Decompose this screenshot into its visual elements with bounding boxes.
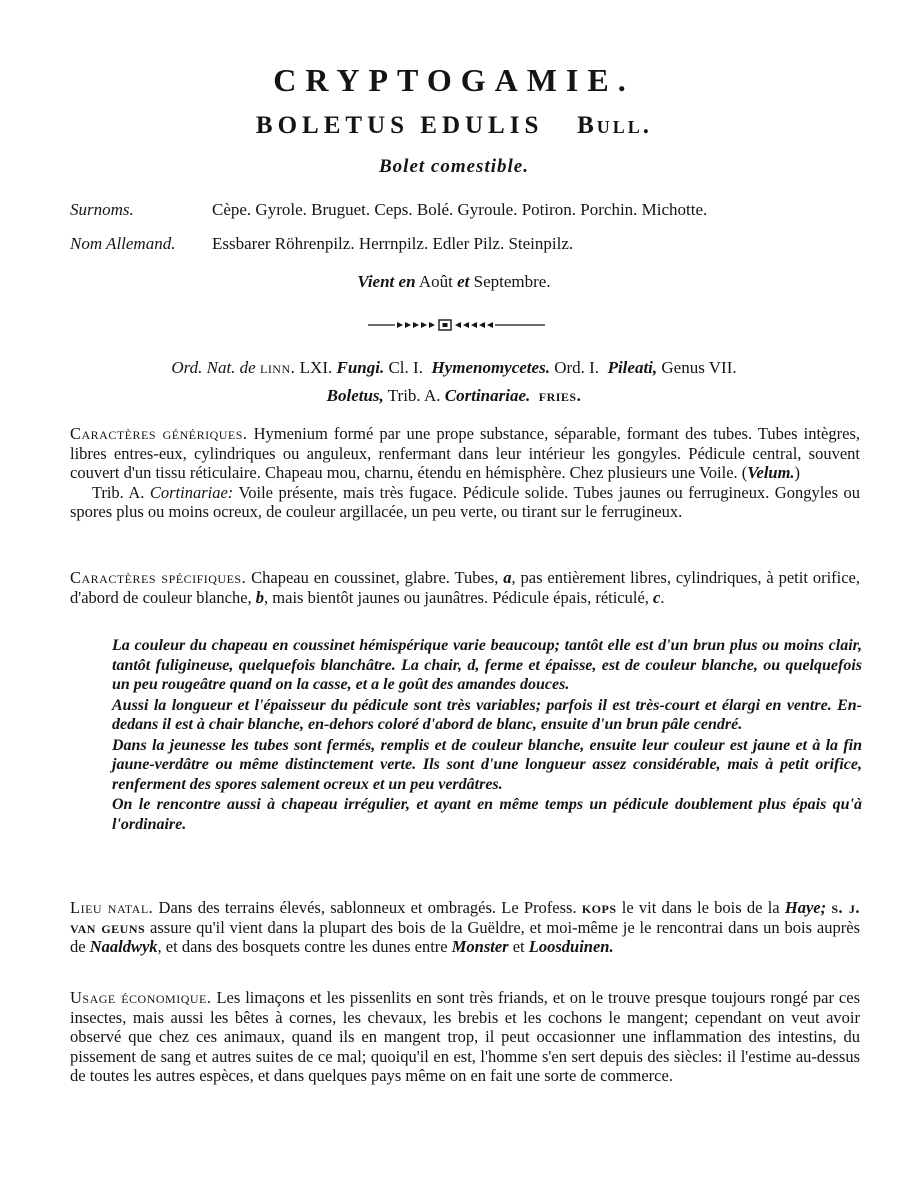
species-heading bbox=[0, 112, 908, 140]
habitat-et: et bbox=[512, 937, 525, 956]
german-name-label: Nom Allemand. bbox=[70, 234, 176, 253]
generic-characters-text: Hymenium formé par une prope substance, séparable, formant des tubes. Tubes intègres, libres entres-eux, cylindriques ou anguleux, renfermant dans leur intérieur les gongyles. Pédicule central, souvent couvert d'un tissu réticulaire. Chapeau mou, charnu, étendu en hémisphère. Chez plusieurs une Voile. ( bbox=[70, 424, 860, 482]
classification-line-2 bbox=[0, 386, 908, 406]
specific-text-2: , pas entièrement libres, cylindriques, à petit orifice, d'abord de couleur blanche, bbox=[70, 568, 861, 607]
usage-heading: Usage économique. bbox=[70, 988, 212, 1007]
generic-characters-heading: Caractères génériques. bbox=[70, 424, 248, 443]
tribe-label: Trib. A. bbox=[91, 482, 145, 502]
place-naaldwyk: Naaldwyk bbox=[89, 937, 158, 956]
season-word-en: en bbox=[398, 272, 416, 291]
classification-fries: fries. bbox=[538, 386, 582, 405]
observations-block bbox=[112, 636, 862, 834]
surnoms-label: Surnoms. bbox=[70, 200, 134, 219]
common-name: Bolet comestible. bbox=[379, 156, 529, 177]
classification-boletus: Boletus, bbox=[326, 386, 384, 405]
person-van-geuns: s. j. van geuns bbox=[70, 898, 860, 937]
classification-genus: Genus VII. bbox=[661, 358, 737, 377]
classification-ord-nat: Ord. Nat. de bbox=[171, 358, 256, 377]
ornament-divider bbox=[0, 318, 908, 332]
surnoms-text: Cèpe. Gyrole. Bruguet. Ceps. Bolé. Gyroule. Potiron. Porchin. Michotte. bbox=[212, 200, 708, 219]
page-title: CRYPTOGAMIE. bbox=[273, 62, 635, 98]
place-haye: Haye; bbox=[784, 898, 827, 917]
place-loosduinen: Loosduinen. bbox=[528, 937, 614, 956]
classification-number: LXI. bbox=[299, 358, 333, 377]
generic-characters-close: ) bbox=[794, 463, 801, 482]
tribe-text: Voile présente, mais très fugace. Pédicule solide. Tubes jaunes ou ferrugineux. Gongyles ou spores plus ou moins ocreux, de couleur argillacée, un peu verte, ou tirant sur le ferrugineux. bbox=[70, 482, 861, 521]
species-name: BOLETUS EDULIS bbox=[255, 112, 544, 139]
classification-order: Ord. I. bbox=[554, 358, 600, 377]
figure-ref-b: b bbox=[255, 587, 265, 607]
observation-paragraph: Aussi la longueur et l'épaisseur du pédicule sont très variables; parfois il est très-court et élargi en ventre. En-dedans il est à chair blanche, en-dehors coloré d'abord de blanc, ensuite d'un brun pâle cendré. bbox=[112, 696, 862, 733]
german-name-text: Essbarer Röhrenpilz. Herrnpilz. Edler Pilz. Steinpilz. bbox=[212, 234, 574, 253]
person-kops: kops bbox=[581, 898, 617, 917]
species-author: Bull. bbox=[577, 112, 653, 139]
observation-paragraph: La couleur du chapeau en coussinet hémispérique varie beaucoup; tantôt elle est d'un brun plus ou moins clair, tantôt fuligineuse, quelquefois blanchâtre. La chair, d, ferme et épaisse, est de couleur blanche, ou quelquefois un peu rougeâtre quand on la casse, et a le goût des amandes douces. bbox=[112, 637, 862, 693]
tribe-name: Cortinariae: bbox=[149, 482, 234, 502]
observation-paragraph: On le rencontre aussi à chapeau irrégulier, et ayant en même temps un pédicule doublement plus épais qu'à l'ordinaire. bbox=[112, 796, 862, 833]
season-line bbox=[0, 272, 908, 292]
specific-characters-heading: Caractères spécifiques. bbox=[70, 568, 247, 587]
habitat-text-4: , et dans des bosquets contre les dunes entre bbox=[157, 937, 448, 956]
season-word-et: et bbox=[457, 272, 470, 291]
specific-text-4: . bbox=[660, 587, 665, 607]
habitat-text-3: assure qu'il vient dans la plupart des bois de la Guëldre, et moi-même je le rencontrai dans un bois auprès de bbox=[70, 917, 860, 956]
habitat-paragraph bbox=[70, 898, 860, 957]
classification-cortinariae: Cortinariae. bbox=[444, 386, 531, 405]
habitat-text-2: le vit dans le bois de la bbox=[621, 898, 780, 917]
place-monster: Monster bbox=[451, 937, 509, 956]
habitat-heading: Lieu natal. bbox=[70, 898, 154, 917]
velum-term: Velum. bbox=[747, 463, 795, 482]
season-word-month2: Septembre. bbox=[473, 272, 551, 291]
specific-text-3: , mais bientôt jaunes ou jaunâtres. Pédicule épais, réticulé, bbox=[264, 587, 649, 607]
usage-paragraph bbox=[70, 988, 860, 1086]
observation-paragraph: Dans la jeunesse les tubes sont fermés, remplis et de couleur blanche, ensuite leur couleur est jaune et à la fin jaune-verdâtre ou même distinctement verte. Ils sont d'une longueur assez considérable, mais à petit orifice, renferment des spores salement ocreux et un peu verdâtres. bbox=[112, 736, 862, 793]
usage-text: Les limaçons et les pissenlits en sont très friands, et on le trouve presque toujours rongé par ces insectes, mais aussi les bêtes à cornes, les chevaux, les brebis et les cochons le mangent; cependant on veut avoir observé que chez ces animaux, quand ils en mangent trop, il peut occasionner une inflammation des intestins, du pissement de sang et autres suites de ce mal; quoiqu'il en est, l'homme s'en sert depuis des siècles: il l'estime au-dessus de toutes les autres espèces, et dans quelques pays même on en fait une sorte de commerce. bbox=[70, 988, 860, 1085]
classification-linn: linn. bbox=[259, 358, 296, 377]
season-word-month1: Août bbox=[418, 272, 453, 291]
classification-pileati: Pileati, bbox=[607, 358, 658, 377]
classification-class: Cl. I. bbox=[388, 358, 423, 377]
generic-characters-paragraph bbox=[70, 424, 860, 522]
classification-hymenomycetes: Hymenomycetes. bbox=[431, 358, 550, 377]
classification-trib: Trib. A. bbox=[387, 386, 441, 405]
specific-characters-paragraph bbox=[70, 568, 860, 607]
classification-line-1 bbox=[0, 358, 908, 378]
season-word-vient: Vient bbox=[357, 272, 395, 291]
specific-text-1: Chapeau en coussinet, glabre. Tubes, bbox=[251, 568, 499, 587]
figure-ref-c: c bbox=[653, 587, 661, 607]
classification-fungi: Fungi. bbox=[336, 358, 385, 377]
habitat-text-1: Dans des terrains élevés, sablonneux et ombragés. Le Profess. bbox=[158, 898, 577, 917]
figure-ref-a: a bbox=[503, 568, 512, 587]
